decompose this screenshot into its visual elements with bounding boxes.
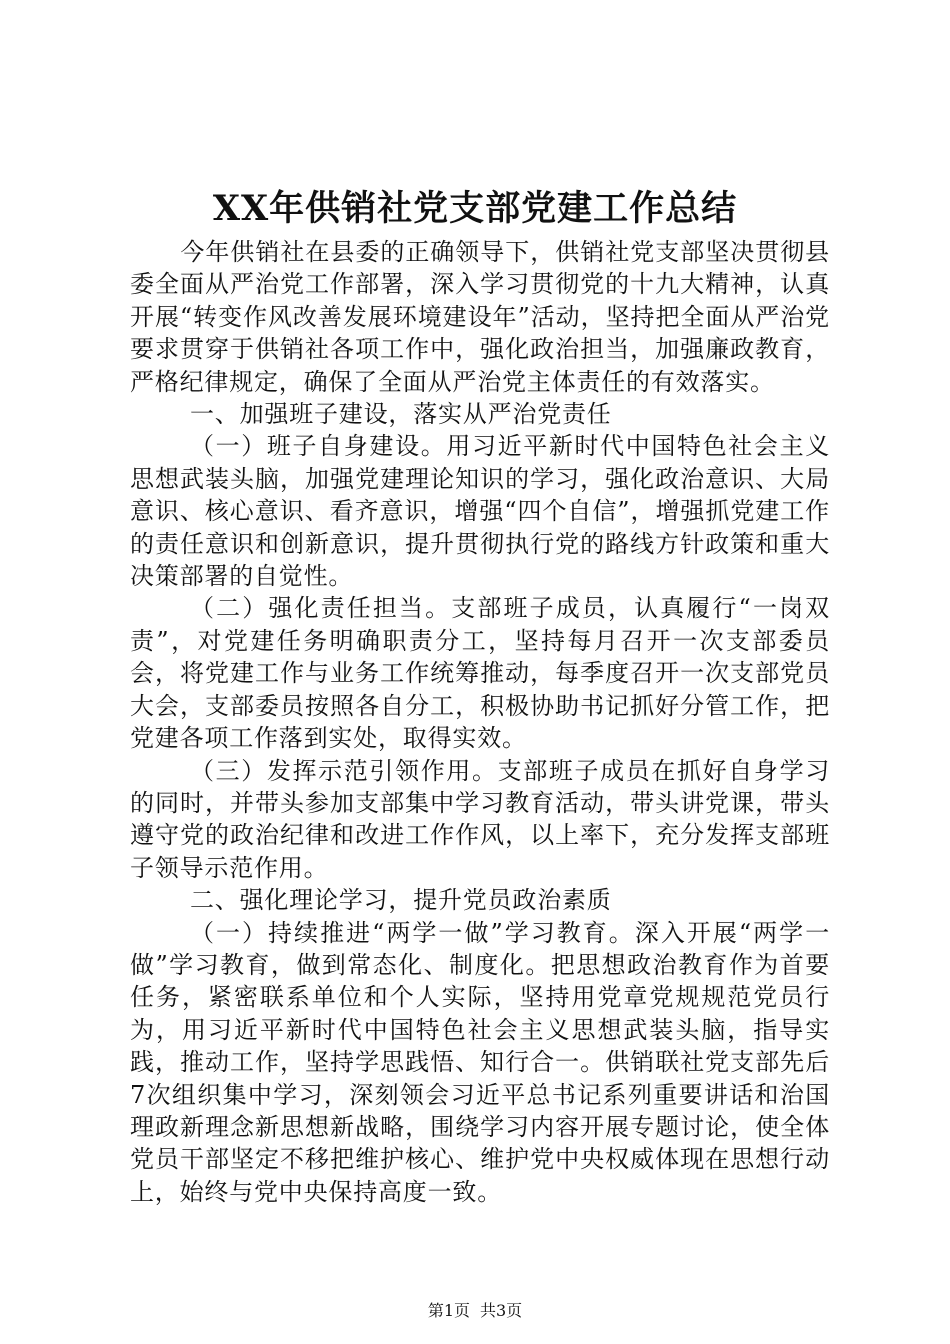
paragraph-1-3: （三）发挥示范引领作用。支部班子成员在抓好自身学习的同时，并带头参加支部集中学习教育活动，带头讲党课，带头遵守党的政治纪律和改进工作作风，以上率下，充分发挥支部班子领导示范作用。 (130, 756, 830, 882)
paragraph-intro: 今年供销社在县委的正确领导下，供销社党支部坚决贯彻县委全面从严治党工作部署，深入学习贯彻党的十九大精神，认真开展“转变作风改善发展环境建设年”活动，坚持把全面从严治党要求贯穿于供销社各项工作中，强化政治担当，加强廉政教育，严格纪律规定，确保了全面从严治党主体责任的有效落实。 (130, 238, 830, 396)
paragraph-1-2: （二）强化责任担当。支部班子成员，认真履行“一岗双责”，对党建任务明确职责分工，坚持每月召开一次支部委员会，将党建工作与业务工作统筹推动，每季度召开一次支部党员大会，支部委员按照各自分工，积极协助书记抓好分管工作，把党建各项工作落到实处，取得实效。 (130, 594, 830, 753)
page-number: 第1页 (427, 1301, 470, 1320)
document-title: XX年供销社党支部党建工作总结 (212, 188, 738, 229)
section-heading-2: 二、强化理论学习，提升党员政治素质 (190, 886, 612, 915)
page-total: 共3页 (480, 1301, 523, 1320)
paragraph-2-1: （一）持续推进“两学一做”学习教育。深入开展“两学一做”学习教育，做到常态化、制度化。把思想政治教育作为首要任务，紧密联系单位和个人实际，坚持用党章党规规范党员行为，用习近平新时代中国特色社会主义思想武装头脑，指导实践，推动工作，坚持学思践悟、知行合一。供销联社党支部先后7次组织集中学习，深刻领会习近平总书记系列重要讲话和治国理政新理念新思想新战略，围绕学习内容开展专题讨论，使全体党员干部坚定不移把维护核心、维护党中央权威体现在思想行动上，始终与党中央保持高度一致。 (130, 918, 830, 1206)
paragraph-1-1: （一）班子自身建设。用习近平新时代中国特色社会主义思想武装头脑，加强党建理论知识的学习，强化政治意识、大局意识、核心意识、看齐意识，增强“四个自信”，增强抓党建工作的责任意识和创新意识，提升贯彻执行党的路线方针政策和重大决策部署的自觉性。 (130, 432, 830, 591)
section-heading-1: 一、加强班子建设，落实从严治党责任 (190, 400, 612, 429)
page-footer (0, 1300, 950, 1322)
document-body (130, 236, 830, 1208)
